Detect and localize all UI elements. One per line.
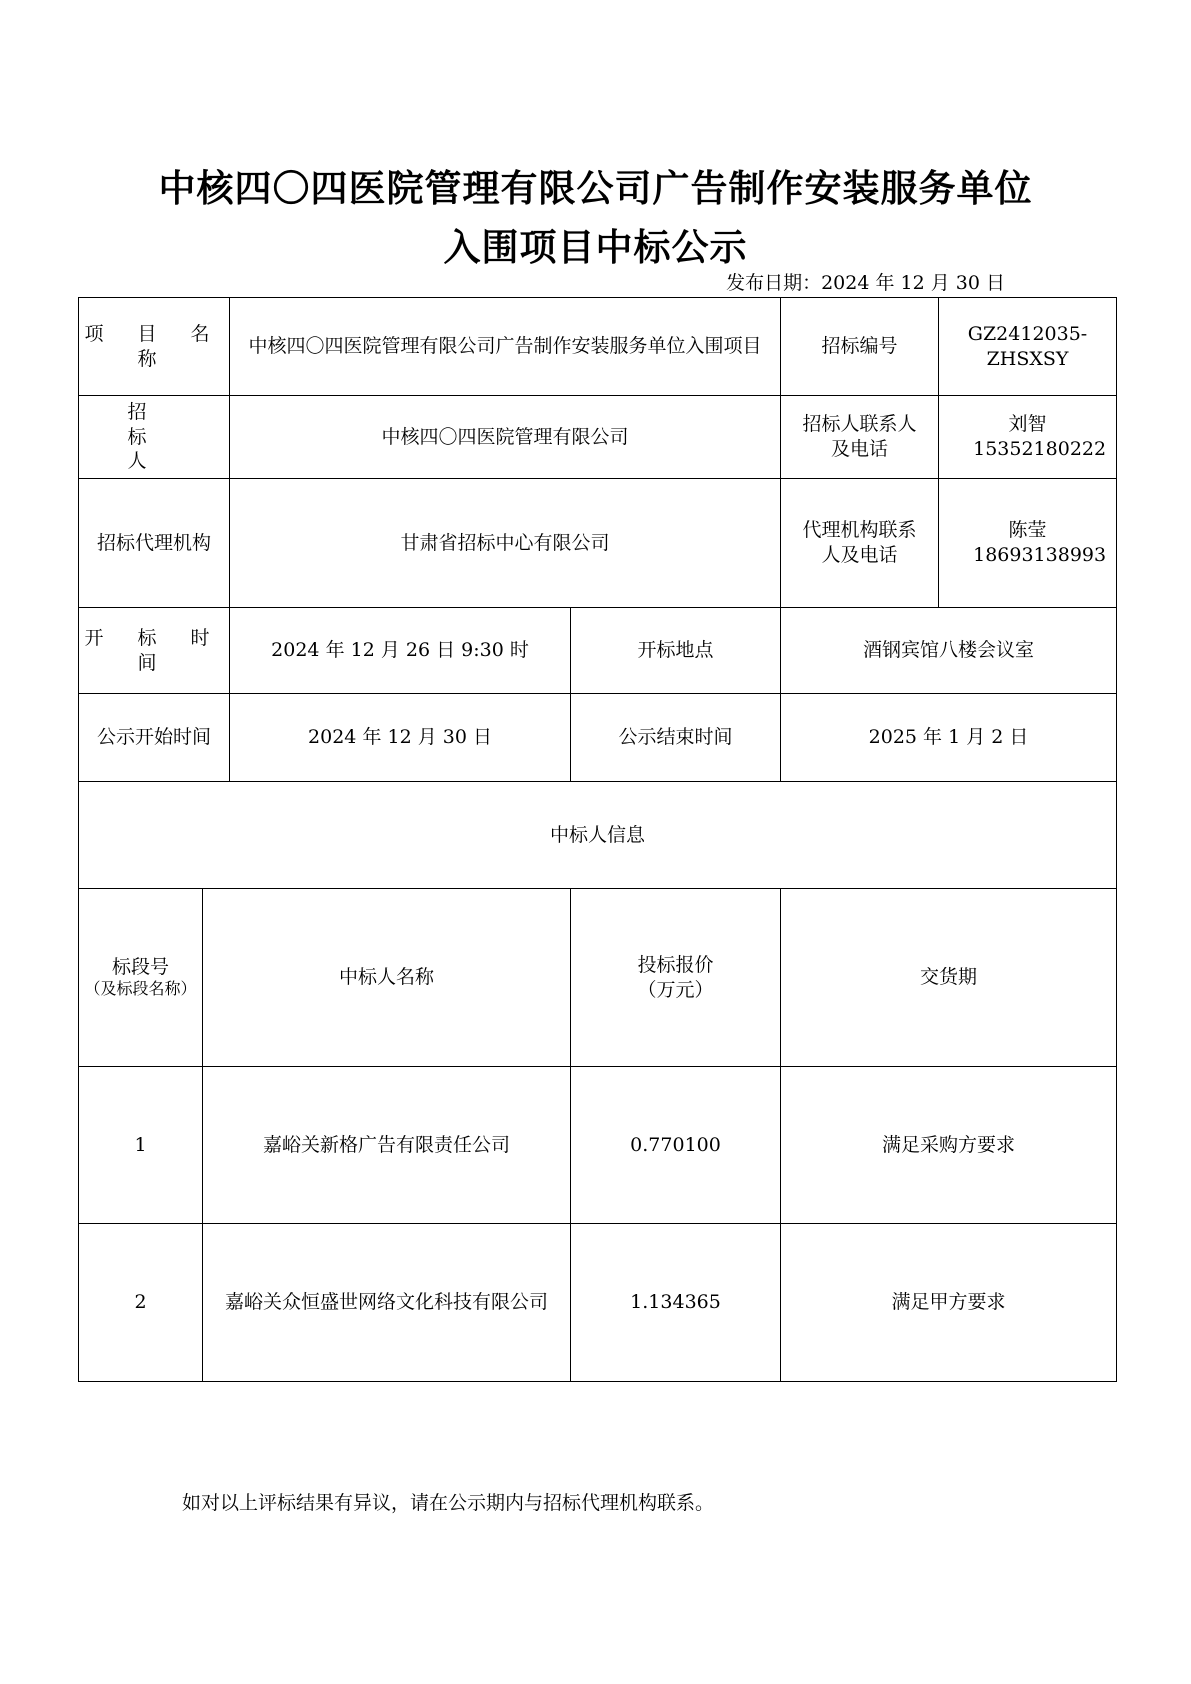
page-title-line2: 入围项目中标公示: [443, 225, 748, 269]
project-name-label: 项 目 名 称: [79, 298, 230, 396]
table-row: [79, 1224, 1117, 1382]
notice-start-label: 公示开始时间: [79, 694, 230, 782]
open-place-value: 酒钢宾馆八楼会议室: [781, 608, 1117, 694]
row-open-time: [79, 608, 1117, 694]
agency-contact-name: 陈莹: [1008, 519, 1047, 542]
footer-note: 如对以上评标结果有异议，请在公示期内与招标代理机构联系。: [182, 1492, 715, 1514]
header-lot-sub: （及标段名称）: [84, 979, 197, 999]
notice-start-value: 2024 年 12 月 30 日: [230, 694, 571, 782]
header-price-sub: （万元）: [637, 978, 714, 1001]
winner-delivery: 满足采购方要求: [781, 1067, 1117, 1224]
winner-delivery: 满足甲方要求: [781, 1224, 1117, 1382]
publish-date-value: 2024 年 12 月 30 日: [821, 272, 1005, 294]
agency-contact-phone: 18693138993: [973, 544, 1107, 566]
tenderer-value: 中核四〇四医院管理有限公司: [230, 396, 781, 479]
row-project-name: [79, 298, 1117, 396]
winner-section-title: 中标人信息: [79, 782, 1117, 889]
winner-header-row: [79, 889, 1117, 1067]
publish-date: [726, 268, 1005, 295]
bid-no-label: 招标编号: [781, 298, 939, 396]
open-time-value: 2024 年 12 月 26 日 9:30 时: [230, 608, 571, 694]
header-price: [571, 889, 781, 1067]
winner-name: 嘉峪关新格广告有限责任公司: [203, 1067, 571, 1224]
bid-no-value: GZ2412035-ZHSXSY: [939, 298, 1117, 396]
notice-end-value: 2025 年 1 月 2 日: [781, 694, 1117, 782]
tenderer-contact: [939, 396, 1117, 479]
agency-label: 招标代理机构: [79, 479, 230, 608]
publish-date-label: 发布日期：: [726, 272, 822, 294]
agency-contact-label: 代理机构联系人及电话: [781, 479, 939, 608]
tenderer-contact-phone: 15352180222: [973, 438, 1107, 460]
header-lot: [79, 889, 203, 1067]
notice-end-label: 公示结束时间: [571, 694, 781, 782]
agency-value: 甘肃省招标中心有限公司: [230, 479, 781, 608]
row-winner-section: [79, 782, 1117, 889]
tenderer-contact-name: 刘智: [1008, 413, 1047, 436]
agency-contact: [939, 479, 1117, 608]
winner-lot: 1: [79, 1067, 203, 1224]
page-title-line1: 中核四〇四医院管理有限公司广告制作安装服务单位: [158, 166, 1033, 210]
row-agency: [79, 479, 1117, 608]
winner-price: 0.770100: [571, 1067, 781, 1224]
bid-result-table: [78, 297, 1117, 1382]
row-notice-period: [79, 694, 1117, 782]
header-delivery: 交货期: [781, 889, 1117, 1067]
project-name-value: 中核四〇四医院管理有限公司广告制作安装服务单位入围项目: [230, 298, 781, 396]
tenderer-label: 招 标 人: [79, 396, 230, 479]
open-time-label: 开 标 时 间: [79, 608, 230, 694]
header-lot-label: 标段号: [111, 955, 169, 978]
open-place-label: 开标地点: [571, 608, 781, 694]
tenderer-contact-label: 招标人联系人及电话: [781, 396, 939, 479]
winner-price: 1.134365: [571, 1224, 781, 1382]
header-winner-name: 中标人名称: [203, 889, 571, 1067]
winner-lot: 2: [79, 1224, 203, 1382]
table-row: [79, 1067, 1117, 1224]
row-tenderer: [79, 396, 1117, 479]
winner-name: 嘉峪关众恒盛世网络文化科技有限公司: [203, 1224, 571, 1382]
header-price-label: 投标报价: [637, 953, 714, 976]
